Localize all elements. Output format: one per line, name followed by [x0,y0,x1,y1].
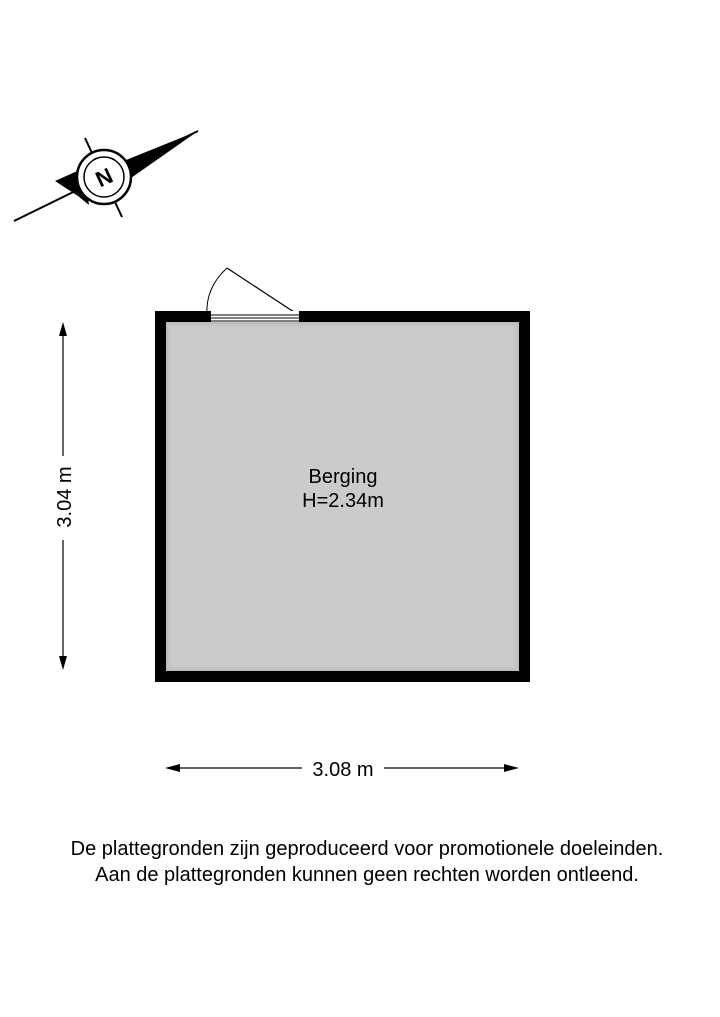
disclaimer-line-1: De plattegronden zijn geproduceerd voor promotionele doeleinden. [70,838,664,860]
compass-letter: N [91,162,117,193]
dimension-vertical [54,322,76,670]
dimension-horizontal [165,759,519,781]
dimension-horizontal-label: 3.08 m [312,759,374,781]
dimension-vertical-label: 3.04 m [54,466,76,528]
door-swing [207,268,300,316]
compass-icon [14,131,198,221]
room-height: H=2.34m [302,490,384,512]
room-name: Berging [308,466,378,488]
disclaimer [0,836,720,888]
disclaimer-line-2: Aan de plattegronden kunnen geen rechten worden ontleend. [95,864,639,886]
room-berging [155,311,530,682]
door-opening [204,311,306,322]
